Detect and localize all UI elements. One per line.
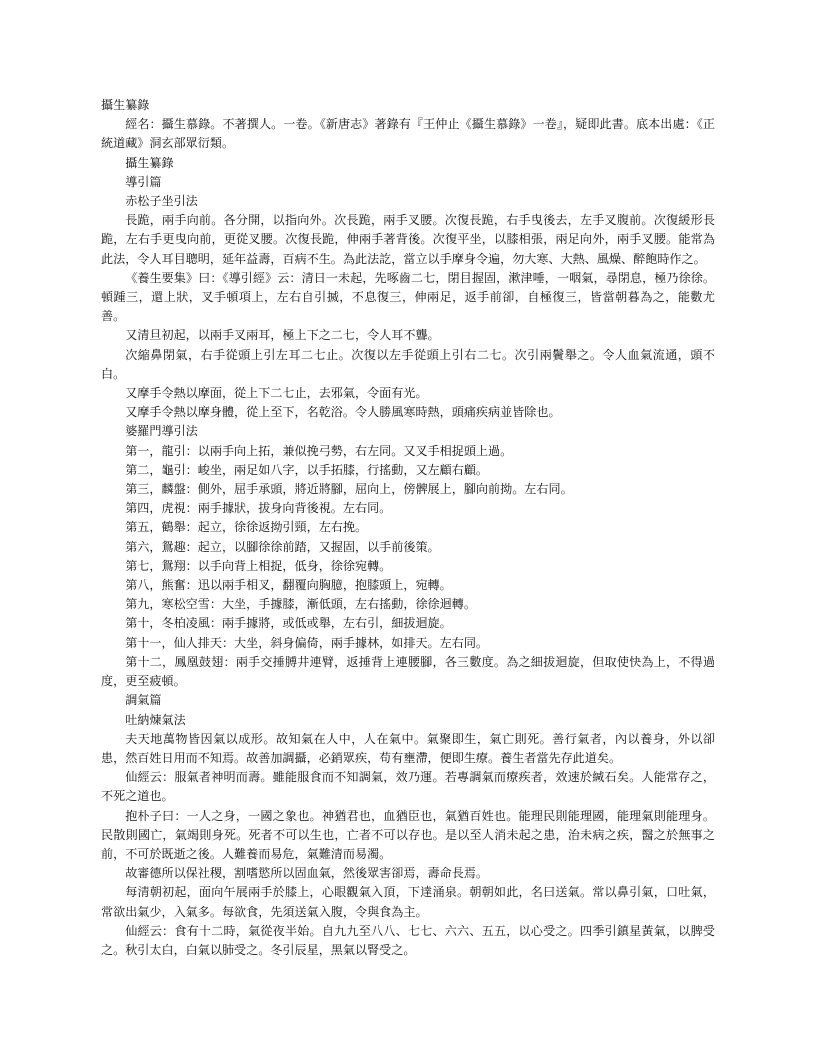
paragraph-meiqing-chaochuqi: 每清朝初起，面向午展兩手於膝上，心眼觀氣入頂，下達涌泉。朝朝如此，名曰送氣。常以鼻引氣，口吐氣，常欲出氣少，入氣多。每欲食，先須送氣入腹，令與食為主。 (101, 885, 715, 919)
paragraph-shende-baoshe: 故審德所以保社稷，割嗜慾所以固血氣，然後眾害卻焉，壽命長焉。 (125, 866, 489, 881)
work-title-heading: 攝生纂錄 (125, 155, 174, 170)
paragraph-xianjing-yun-1: 仙經云：服氣者神明而壽。雖能服食而不知調氣，效乃運。若專調氣而療疾者，效速於緘石矣。人能常存之，不死之道也。 (101, 770, 715, 804)
paragraph-moshou-mian: 又摩手令熱以摩面，從上下二七止，去邪氣，令面有光。 (125, 386, 428, 401)
paragraph-suobi-biqi: 次縮鼻閉氣，右手從頭上引左耳二七止。次復以左手從頭上引右二七。次引兩鬢舉之。令人血氣流通，頭不白。 (101, 347, 715, 381)
subsection-heading-poluomen: 婆羅門導引法 (125, 424, 198, 439)
section-heading-tiaoqi: 調氣篇 (125, 693, 162, 708)
subsection-heading-chisongzi: 赤松子坐引法 (125, 194, 198, 209)
list-item-5: 第五，鶴舉：起立，徐徐返拗引頸，左右挽。 (125, 520, 368, 535)
list-item-3: 第三，麟盤：側外，屈手承頭，將近將腳，屈向上，傍髀展上，腳向前拗。左右同。 (125, 482, 573, 497)
subsection-heading-tuna: 吐納煉氣法 (125, 712, 186, 727)
list-item-9: 第九，寒松空雪：大坐，手據膝，漸低頭，左右搖動，徐徐迴轉。 (125, 597, 476, 612)
list-item-7: 第七，鴛翔：以手向背上相捉，低身，徐徐宛轉。 (125, 558, 392, 573)
paragraph-moshou-shenti: 又摩手令熱以摩身體，從上至下，名乾浴。令人勝風寒時熱，頭痛疾病並皆除也。 (125, 405, 561, 420)
list-item-4: 第四，虎視：兩手據狀，拔身向背後視。左右同。 (125, 501, 392, 516)
list-item-2: 第二，龜引：峻坐，兩足如八字，以手拓膝，行搖動，又左顧右顧。 (125, 462, 489, 477)
paragraph-xianjing-yun-2: 仙經云：食有十二時，氣從夜半始。自九九至八八、七七、六六、五五，以心受之。四季引鎮星黃氣，以脾受之。秋引太白，白氣以肺受之。冬引辰星，黑氣以腎受之。 (101, 923, 715, 957)
section-heading-daoyin: 導引篇 (125, 174, 162, 189)
paragraph-chisongzi-method: 長跪，兩手向前。各分開，以指向外。次長跪，兩手叉腰。次復長跪，右手曳後去，左手叉腹前。次復緩形長跪，左右手更曳向前，更從叉腰。次復長跪，伸兩手著背後。次復平坐，以膝相張，兩足向外，兩手叉腰。能常為此法，令人耳目聰明，延年益壽，百病不生。為此法訖，當立以手摩身令遍，勿大寒、大熱、風燥、醉飽時作之。 (101, 213, 715, 266)
document-body (101, 96, 715, 960)
list-item-8: 第八，熊奮：迅以兩手相叉，翻覆向胸臆，抱膝頭上，宛轉。 (125, 578, 452, 593)
list-item-10: 第十，冬柏凌風：兩手據將，或低或舉，左右引，細拔迴旋。 (125, 616, 452, 631)
list-item-12: 第十二，鳳凰鼓翅：兩手交捶膊井連臂，返捶背上連腰腳，各三數度。為之細拔迴旋，但取使快為上，不得過度，更至疲頓。 (101, 654, 715, 689)
bibliographic-note: 經名：攝生慕錄。不著撰人。一卷。《新唐志》著錄有『王仲止《攝生慕錄》一卷』，疑即此書。底本出處：《正統道藏》洞玄部眾衍類。 (101, 117, 715, 151)
paragraph-baopuzi: 抱朴子曰：一人之身，一國之象也。神猶君也，血猶臣也，氣猶百姓也。能理民則能理國，能理氣則能理身。民散則國亡，氣竭則身死。死者不可以生也，亡者不可以存也。是以至人消未起之患，治未病之疾，醫之於無事之前，不可於既逝之後。人難養而易危，氣難清而易濁。 (101, 808, 715, 861)
paragraph-yangsheng-yaoji: 《養生要集》曰：《導引經》云：清日一未起，先啄齒二七，閉目握固，漱津唾，一咽氣，尋閉息，極乃徐徐。頓踵三，還上狀，叉手頓項上，左右自引搣，不息復三，伸兩足，返手前卻，自極復三，皆當朝暮為之，能數尤善。 (101, 270, 715, 324)
list-item-1: 第一，龍引：以兩手向上拓，兼似挽弓勢，右左同。又叉手相捉頭上過。 (125, 443, 513, 458)
list-item-11: 第十一，仙人排天：大坐，斜身偏倚，兩手據林，如排天。左右同。 (125, 635, 489, 650)
paragraph-qingdan-chuqi: 又清旦初起，以兩手叉兩耳，極上下之二七，令人耳不聾。 (125, 328, 440, 343)
paragraph-tiandi-wanwu: 夫天地萬物皆因氣以成形。故知氣在人中，人在氣中。氣聚即生，氣亡則死。善行氣者，內以養身，外以卻患，然百姓日用而不知焉。故善加調攝，必銷眾疾，苟有壅滯，便即生療。養生者當先存此道矣。 (101, 731, 715, 765)
doc-title: 攝生纂錄 (101, 98, 150, 112)
list-item-6: 第六，鴛趣：起立，以腳徐徐前踏，又握固，以手前後策。 (125, 539, 440, 554)
